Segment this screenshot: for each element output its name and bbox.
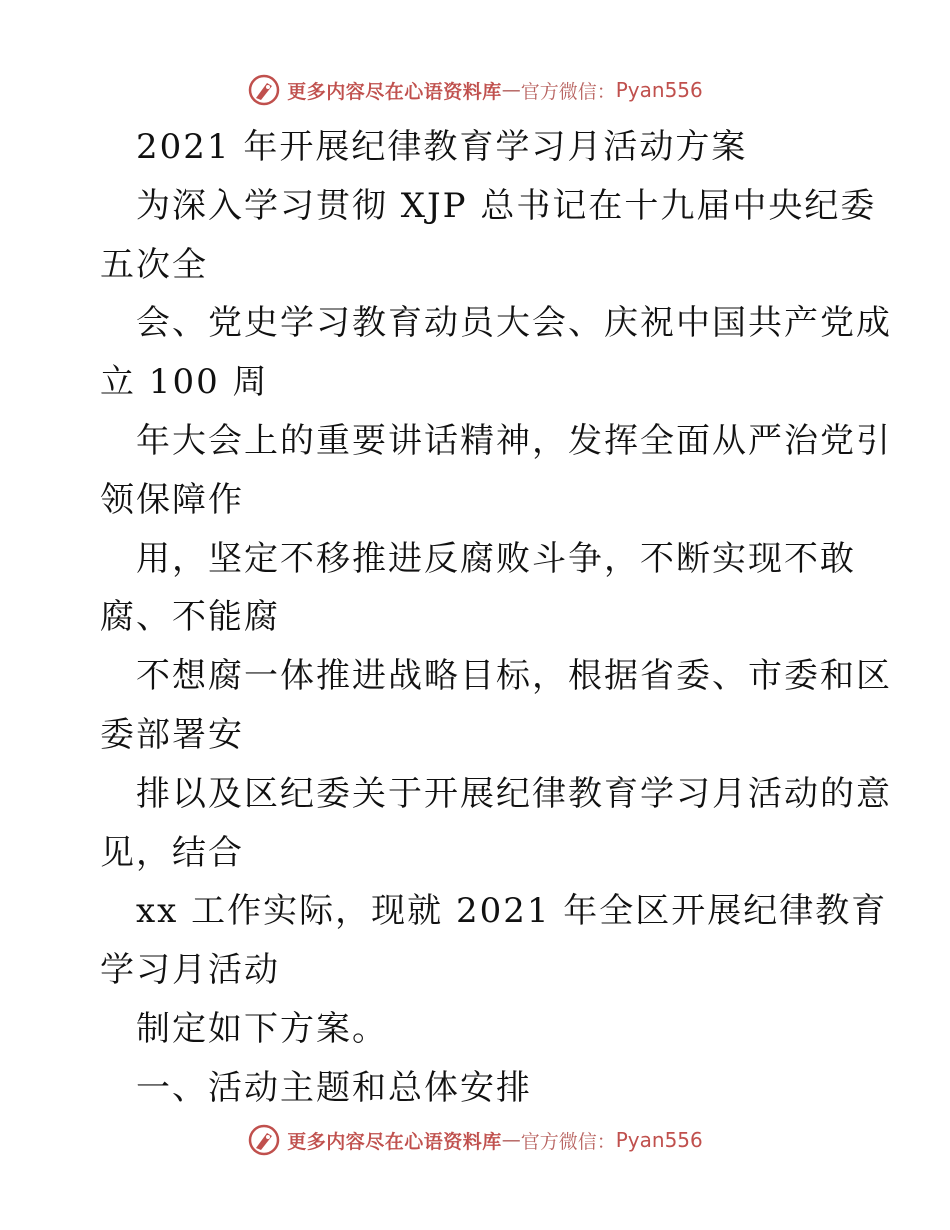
pen-nib-circle-icon	[247, 1123, 281, 1157]
pen-nib-circle-icon	[247, 73, 281, 107]
watermark-separator: —	[501, 1129, 521, 1151]
footer-watermark	[0, 1120, 950, 1160]
paragraph-line: 腐、不能腐	[100, 597, 280, 638]
paragraph-line: 制定如下方案。	[136, 1008, 388, 1049]
watermark-separator: —	[501, 79, 521, 101]
watermark-brand: 更多内容尽在心语资料库	[287, 80, 502, 103]
paragraph-line: 领保障作	[100, 479, 244, 520]
paragraph-line: 见，结合	[100, 832, 244, 873]
document-title: 2021 年开展纪律教育学习月活动方案	[136, 127, 748, 167]
watermark-label: 官方微信：	[520, 1130, 616, 1153]
paragraph-line: 用，坚定不移推进反腐败斗争，不断实现不敢	[136, 538, 856, 579]
watermark-label: 官方微信：	[520, 80, 616, 103]
watermark-account: Pyan556	[615, 78, 703, 102]
watermark-account: Pyan556	[615, 1128, 703, 1152]
paragraph-line: 学习月活动	[100, 950, 280, 991]
paragraph-line: 委部署安	[100, 714, 244, 755]
document-body	[100, 118, 892, 1118]
paragraph-line: 为深入学习贯彻 XJP 总书记在十九届中央纪委	[136, 185, 877, 226]
paragraph-line: 会、党史学习教育动员大会、庆祝中国共产党成	[136, 303, 892, 344]
paragraph-line: 不想腐一体推进战略目标，根据省委、市委和区	[136, 656, 892, 697]
paragraph-line: 排以及区纪委关于开展纪律教育学习月活动的意	[136, 773, 892, 814]
header-watermark	[0, 70, 950, 110]
paragraph-line: xx 工作实际，现就 2021 年全区开展纪律教育	[136, 891, 888, 932]
paragraph-line: 五次全	[100, 244, 208, 285]
paragraph-line: 立 100 周	[100, 362, 269, 403]
watermark-brand: 更多内容尽在心语资料库	[287, 1130, 502, 1153]
section-heading: 一、活动主题和总体安排	[136, 1067, 532, 1108]
paragraph-line: 年大会上的重要讲话精神，发挥全面从严治党引	[136, 420, 892, 461]
